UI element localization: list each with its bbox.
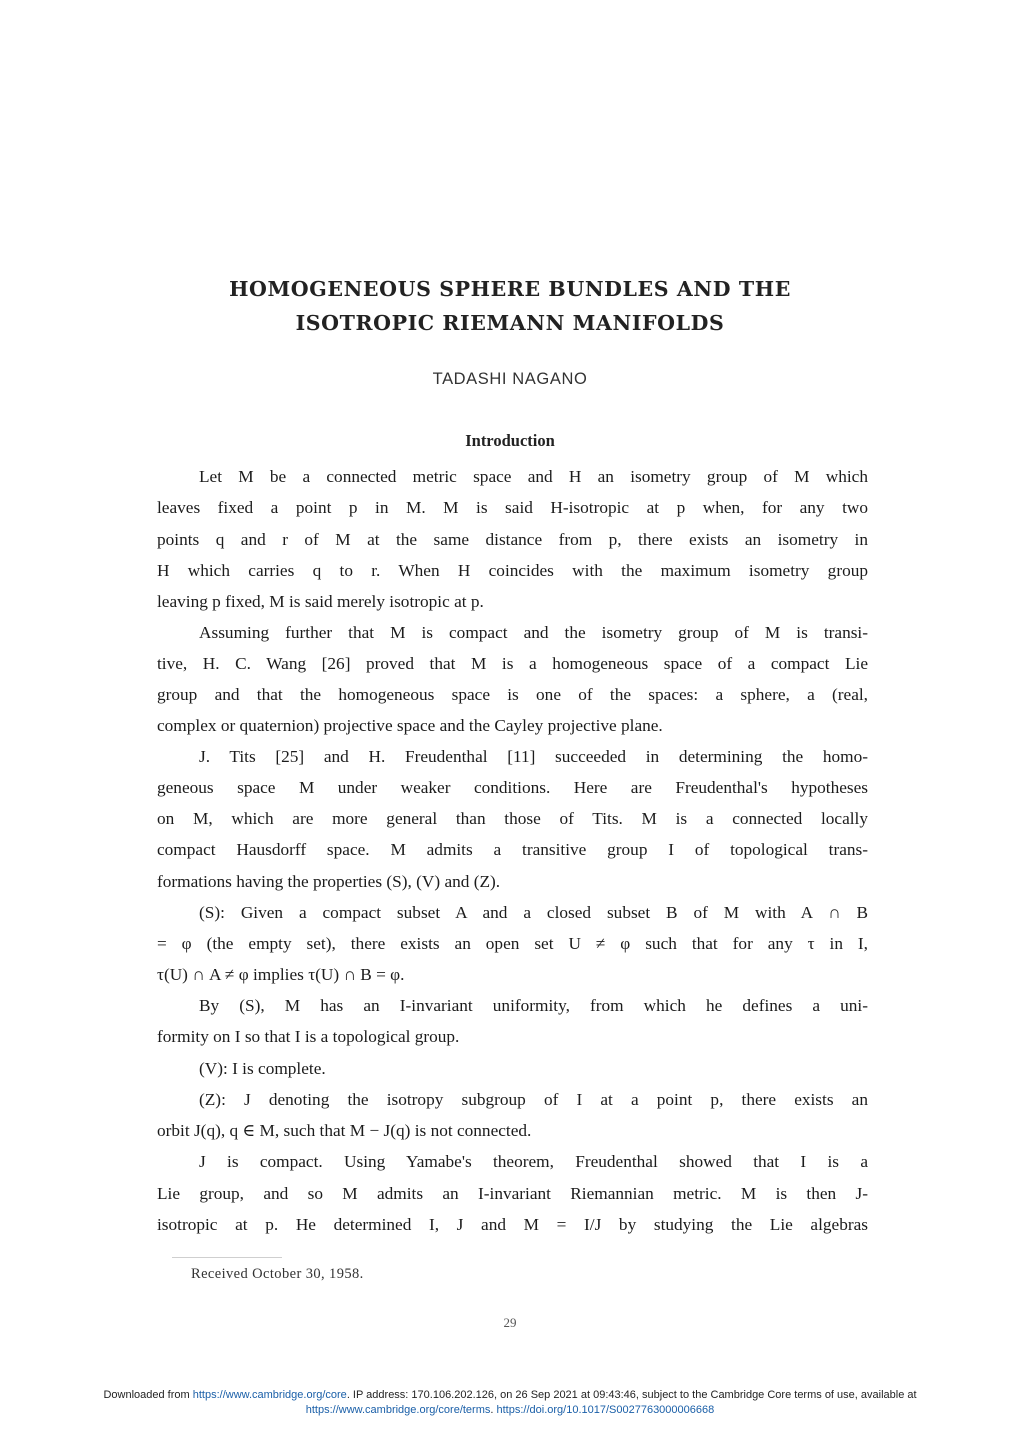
body-line: on M, which are more general than those of Tits. M is a connected locally — [157, 809, 868, 828]
body-line: H which carries q to r. When H coincides with the maximum isometry group — [157, 561, 868, 580]
download-ip-text: . IP address: 170.106.202.126, on 26 Sep 2021 at 09:43:46, subject to the Cambridge Core terms of use, available at — [346, 1389, 917, 1401]
body-line: complex or quaternion) projective space and the Cayley projective plane. — [157, 716, 663, 735]
body-line: Lie group, and so M admits an I-invariant Riemannian metric. M is then J- — [157, 1184, 868, 1203]
body-line: (Z): J denoting the isotropy subgroup of I at a point p, there exists an — [199, 1090, 868, 1109]
body-line: points q and r of M at the same distance from p, there exists an isometry in — [157, 530, 868, 549]
body-line: (S): Given a compact subset A and a closed subset B of M with A ∩ B — [199, 903, 868, 922]
doi-link[interactable]: https://doi.org/10.1017/S0027763000006668 — [496, 1404, 715, 1416]
body-line: geneous space M under weaker conditions. Here are Freudenthal's hypotheses — [157, 778, 868, 797]
body-line: formity on I so that I is a topological group. — [157, 1027, 460, 1046]
body-line: tive, H. C. Wang [26] proved that M is a homogeneous space of a compact Lie — [157, 654, 868, 673]
body-line: leaving p fixed, M is said merely isotropic at p. — [157, 592, 484, 611]
body-line: isotropic at p. He determined I, J and M = I/J by studying the Lie algebras — [157, 1215, 868, 1234]
terms-link[interactable]: https://www.cambridge.org/core/terms — [305, 1404, 491, 1416]
download-notice — [0, 1388, 1020, 1418]
body-line: J is compact. Using Yamabe's theorem, Freudenthal showed that I is a — [199, 1152, 868, 1171]
received-footnote: Received October 30, 1958. — [191, 1266, 364, 1282]
body-line: group and that the homogeneous space is one of the spaces: a sphere, a (real, — [157, 685, 868, 704]
body-line: By (S), M has an I-invariant uniformity, from which he defines a uni- — [199, 996, 868, 1015]
body-line: Assuming further that M is compact and the isometry group of M is transi- — [199, 623, 868, 642]
title-line-2: ISOTROPIC RIEMANN MANIFOLDS — [295, 311, 725, 335]
body-line: orbit J(q), q ∈ M, such that M − J(q) is not connected. — [157, 1121, 532, 1140]
cambridge-core-link[interactable]: https://www.cambridge.org/core — [192, 1389, 347, 1401]
body-line: τ(U) ∩ A ≠ φ implies τ(U) ∩ B = φ. — [157, 965, 405, 984]
download-prefix: Downloaded from — [103, 1389, 193, 1401]
title-line-1: HOMOGENEOUS SPHERE BUNDLES AND THE — [229, 277, 791, 301]
body-line: compact Hausdorff space. M admits a transitive group I of topological trans- — [157, 840, 868, 859]
link-separator: . — [490, 1404, 497, 1416]
body-line: (V): I is complete. — [199, 1059, 326, 1078]
footnote-rule — [172, 1257, 282, 1258]
page-number: 29 — [503, 1315, 517, 1330]
section-heading: Introduction — [465, 431, 555, 450]
body-line: leaves fixed a point p in M. M is said H-isotropic at p when, for any two — [157, 498, 868, 517]
body-line: = φ (the empty set), there exists an open set U ≠ φ such that for any τ in I, — [157, 934, 868, 953]
author-name: TADASHI NAGANO — [432, 370, 588, 388]
body-line: formations having the properties (S), (V) and (Z). — [157, 872, 501, 891]
body-line: J. Tits [25] and H. Freudenthal [11] succeeded in determining the homo- — [199, 747, 868, 766]
body-line: Let M be a connected metric space and H an isometry group of M which — [199, 467, 868, 486]
